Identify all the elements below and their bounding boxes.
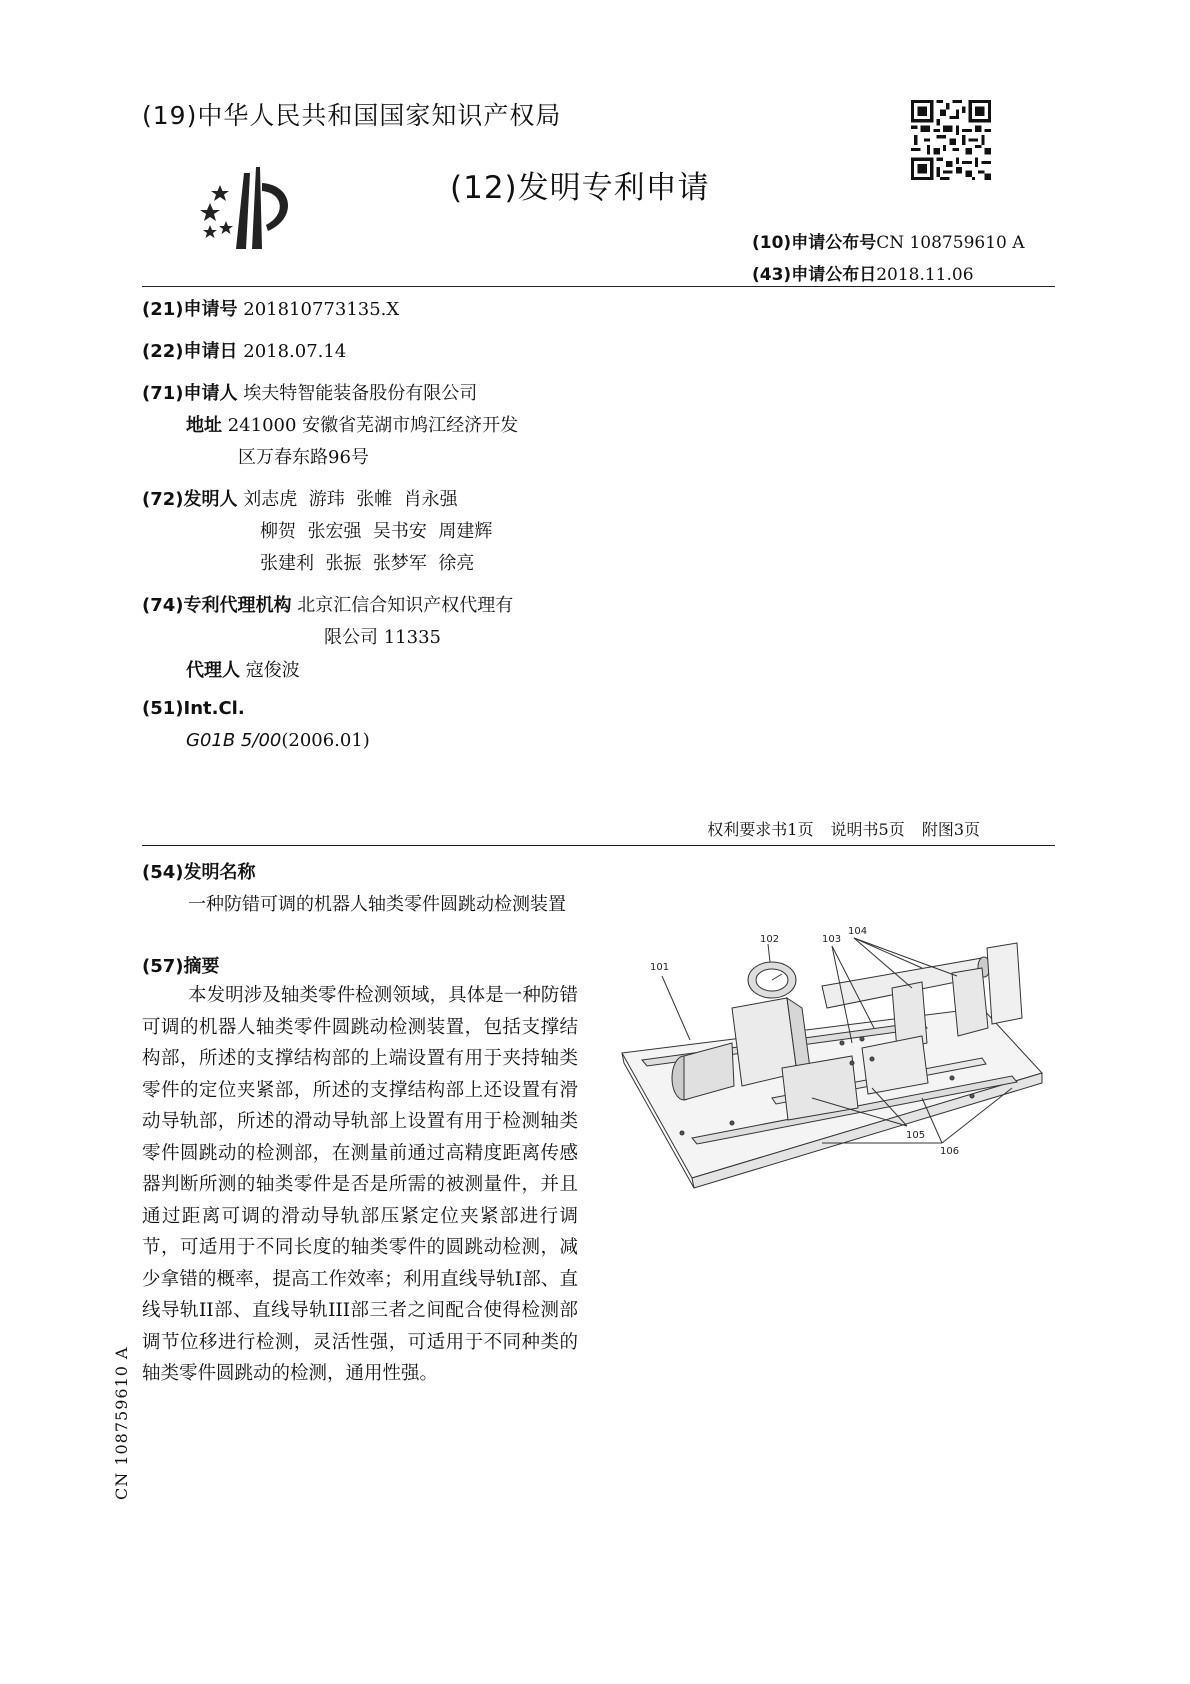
application-date <box>142 337 346 363</box>
page-counts: 权利要求书1页 说明书5页 附图3页 <box>707 820 980 839</box>
drawing-label-102: 102 <box>760 934 780 945</box>
agent-label: 代理人 <box>186 660 240 681</box>
address-label: 地址 <box>186 415 222 436</box>
drawing-label-101: 101 <box>650 962 670 973</box>
publication-date-label: (43)申请公布日 <box>752 265 877 285</box>
drawing-label-105: 105 <box>906 1130 926 1141</box>
inventors-line-1: 刘志虎 游玮 张帷 肖永强 <box>243 489 458 510</box>
application-number-label: (21)申请号 <box>142 299 238 320</box>
address-line-2: 区万春东路96号 <box>238 447 369 468</box>
inventors-line-3: 张建利 张振 张梦军 徐亮 <box>260 553 475 574</box>
int-cl <box>142 698 245 719</box>
publication-date-value: 2018.11.06 <box>876 265 974 285</box>
application-date-value: 2018.07.14 <box>243 341 347 362</box>
applicant <box>142 379 477 405</box>
address-line-1: 241000 安徽省芜湖市鸠江经济开发 <box>227 415 519 436</box>
invention-title-label: (54)发明名称 <box>142 862 256 883</box>
drawing-label-103: 103 <box>822 934 842 945</box>
int-cl-label: (51)Int.Cl. <box>142 698 245 719</box>
abstract-text: 本发明涉及轴类零件检测领域，具体是一种防错可调的机器人轴类零件圆跳动检测装置，包括支撑结构部，所述的支撑结构部的上端设置有用于夹持轴类零件的定位夹紧部，所述的支撑结构部上还设置有滑动导轨部，所述的滑动导轨部上设置有用于检测轴类零件圆跳动的检测部，在测量前通过高精度距离传感器判断所测的轴类零件是否是所需的被测量件，并且通过距离可调的滑动导轨部压紧定位夹紧部进行调节，可适用于不同长度的轴类零件的圆跳动检测，减少拿错的概率，提高工作效率；利用直线导轨I部、直线导轨II部、直线导轨III部三者之间配合使得检测部调节位移进行检测，灵活性强，可适用于不同种类的轴类零件圆跳动的检测，通用性强。 <box>142 985 578 1384</box>
application-number <box>142 295 399 321</box>
inventors-line-2: 柳贺 张宏强 吴书安 周建辉 <box>260 521 493 542</box>
publication-number-label: (10)申请公布号 <box>752 233 877 253</box>
publication-number-value: CN 108759610 A <box>876 233 1025 253</box>
applicant-label: (71)申请人 <box>142 383 238 404</box>
device-drawing <box>622 926 1052 1218</box>
patent-agency-line-1: 北京汇信合知识产权代理有 <box>297 595 514 616</box>
inventors <box>142 485 458 511</box>
header-divider <box>142 286 1055 287</box>
section-divider <box>142 845 1055 846</box>
side-publication-number: CN 108759610 A <box>112 1346 131 1500</box>
patent-agency-label: (74)专利代理机构 <box>142 595 292 616</box>
drawing-label-104: 104 <box>848 926 868 937</box>
int-cl-version: (2006.01) <box>281 730 370 751</box>
publication-date <box>752 260 974 285</box>
inventors-label: (72)发明人 <box>142 489 238 510</box>
cnipa-logo-icon <box>198 163 308 249</box>
int-cl-classification <box>186 730 370 751</box>
invention-title: 一种防错可调的机器人轴类零件圆跳动检测装置 <box>188 894 566 915</box>
document-type: (12)发明专利申请 <box>450 170 710 206</box>
patent-agency-line-2: 限公司 11335 <box>324 627 441 648</box>
drawing-label-106: 106 <box>940 1146 960 1157</box>
abstract-label: (57)摘要 <box>142 956 220 977</box>
agent-value: 寇俊波 <box>245 660 300 681</box>
application-number-value: 201810773135.X <box>243 299 400 320</box>
int-cl-code: G01B 5/00 <box>186 730 282 751</box>
applicant-value: 埃夫特智能装备股份有限公司 <box>243 383 478 404</box>
publication-number <box>752 228 1025 253</box>
agent <box>186 656 300 682</box>
patent-agency <box>142 591 513 617</box>
application-date-label: (22)申请日 <box>142 341 238 362</box>
address <box>186 411 518 437</box>
qr-code-icon <box>911 100 991 180</box>
office-name: (19)中华人民共和国国家知识产权局 <box>142 101 562 130</box>
